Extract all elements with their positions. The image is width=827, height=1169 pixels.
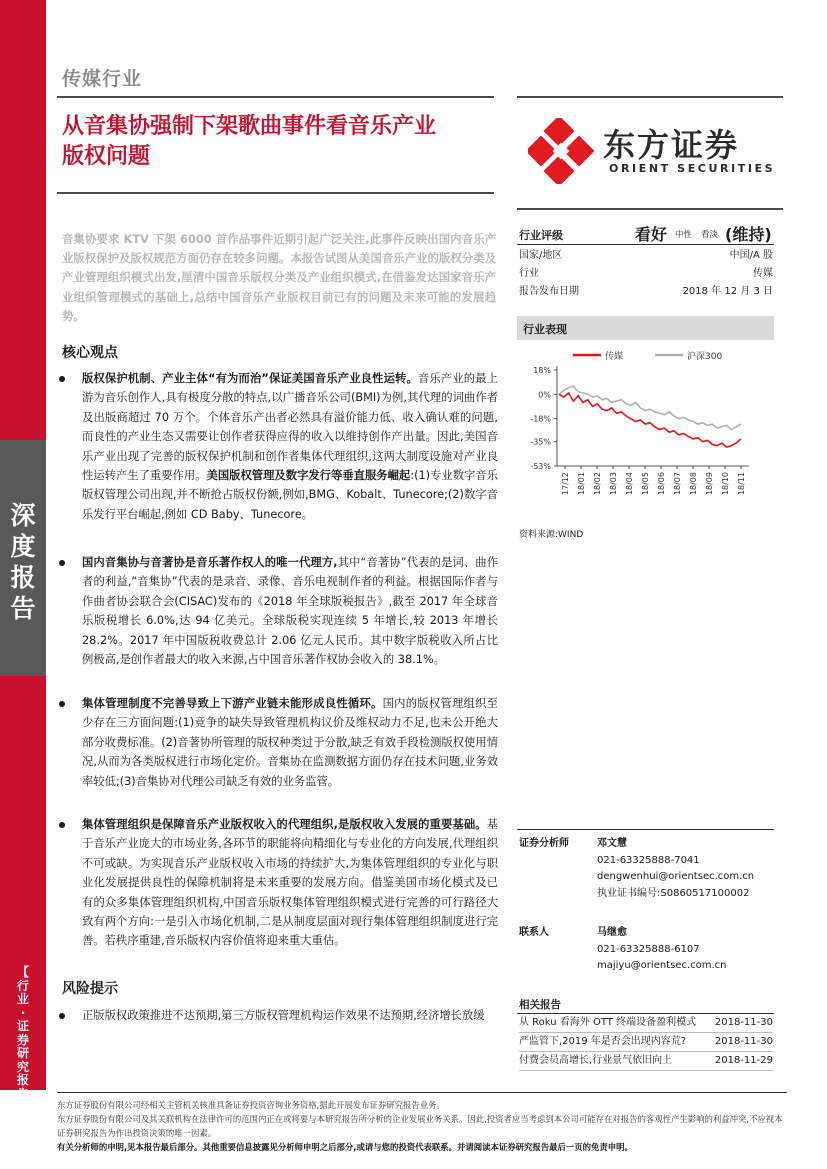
footer: [57, 1098, 787, 1154]
info-row: [519, 265, 773, 282]
info-label: 行业: [519, 268, 539, 279]
x-tick-label: 18/04: [625, 472, 634, 496]
vertical-char: 告: [10, 594, 36, 623]
bullet-icon: [59, 1013, 65, 1019]
info-row: [519, 283, 773, 300]
x-tick-label: 18/09: [705, 472, 714, 496]
info-row: [519, 247, 773, 264]
y-tick-label: -35%: [530, 437, 551, 447]
core-views-heading: 核心观点: [62, 345, 118, 361]
info-value: 2018 年 12 月 3 日: [682, 286, 773, 297]
legend-label: 传媒: [605, 352, 624, 362]
related-report-row[interactable]: [519, 1014, 773, 1033]
vertical-char: 报: [16, 1073, 29, 1087]
footer-line: 有关分析师的申明,见本报告最后部分。其他重要信息披露见分析师申明之后部分,或请与您的投资代表联系。并请阅读本证券研究报告最后一页的免责申明。: [57, 1142, 633, 1152]
y-tick-label: 18%: [533, 366, 551, 375]
core-view-body: 音乐产业的最上游为音乐创作人,具有极度分散的特点,以广播音乐公司(BMI)为例,其代理的词曲作者及出版商超过 70 万个。个体音乐产出者必然具有溢价能力低、收入确认难的问题,而良性的产业生态又需要让创作者获得应得的收入以维持创作产出量。因此,美国音乐产业出现了完善的版权保护机制和创作者集体代理组织,这两大制度设施对产业良性运转产生了重要作用。: [82, 372, 498, 483]
vertical-char: 证: [16, 1019, 29, 1033]
x-tick-label: 18/08: [689, 472, 698, 496]
vertical-char: 券: [16, 1032, 29, 1047]
rating-row: [517, 222, 774, 245]
bullet-icon: [59, 560, 65, 566]
vertical-char: 告: [16, 1086, 29, 1101]
contact-info: [597, 925, 727, 975]
contact-phone: 021-63325888-6107: [597, 943, 700, 955]
y-tick-label: 0%: [538, 390, 551, 400]
risk-text: 正版版权政策推进不达预期,第三方版权管理机构运作效果不达预期,经济增长放缓: [82, 1009, 485, 1022]
risk-heading: 风险提示: [62, 981, 118, 997]
core-view-body: 基于音乐产业庞大的市场业务,各环节的职能将向精细化与专业化的方向发展,代理组织不可或缺。为实现音乐产业版权收入市场的持续扩大,为集体管理组织的专业化与职业化发展提供良性的保障机制将是未来重要的发展方向。借鉴美国市场化模式及已有的众多集体管理组织机构,中国音乐版权集体管理组织模式进行完善的可行路径大致有两个方向:一是引入市场化机制,二是从制度层面对现行集体管理组织制度进行完善。若秩序重建,音乐版权内容价值将迎来重大重估。: [82, 818, 498, 948]
rating-label: 行业评级: [519, 229, 563, 242]
company-name-cn: 东方证券: [603, 126, 740, 164]
info-value: 中国/A 股: [729, 250, 773, 261]
x-tick-label: 18/02: [593, 472, 602, 496]
analyst-info: [597, 836, 754, 902]
core-view-lead: 版权保护机制、产业主体“有为而治”保证美国音乐产业良性运转。: [82, 372, 418, 385]
series-line-media: [559, 393, 741, 447]
report-title-line2: 版权问题: [62, 144, 151, 169]
x-tick-label: 18/06: [657, 472, 666, 496]
core-view-lead: 集体管理制度不完善导致上下游产业链未能形成良性循环。: [82, 697, 383, 710]
related-report-title[interactable]: 付费会员高增长,行业景气依旧向上: [519, 1055, 673, 1066]
vertical-char: 研: [16, 1046, 29, 1060]
core-view-item: [62, 815, 498, 951]
vertical-char: ·: [20, 1005, 26, 1020]
bullet-icon: [59, 376, 65, 382]
y-tick-label: -53%: [530, 462, 551, 471]
x-tick-label: 17/12: [561, 472, 570, 496]
vertical-char: 深: [10, 501, 36, 530]
analyst-divider: [517, 829, 774, 830]
rating-option-neutral: 中性: [675, 230, 693, 240]
core-view-lead: 美国版权管理及数字发行等垂直服务崛起: [206, 469, 411, 483]
x-tick-label: 18/07: [673, 472, 682, 496]
company-logo-icon: [528, 118, 594, 184]
contact-label: 联系人: [519, 927, 549, 938]
related-report-row[interactable]: [519, 1033, 773, 1052]
industry-performance-chart: [517, 344, 777, 520]
company-name-en: ORIENT SECURITIES: [609, 162, 776, 175]
vertical-char: 究: [16, 1059, 29, 1074]
series-label: [0, 966, 46, 1115]
related-report-row[interactable]: [519, 1052, 773, 1071]
info-value: 传媒: [753, 268, 773, 279]
core-view-item: [62, 369, 498, 524]
vertical-char: 行: [16, 978, 29, 993]
logo-divider: [517, 208, 783, 210]
x-tick-label: 18/01: [577, 472, 586, 496]
vertical-char: 】: [16, 1100, 29, 1114]
x-tick-label: 18/11: [737, 472, 746, 496]
industry-name: 传媒行业: [62, 68, 143, 90]
analyst-cert: 执业证书编号:S0860517100002: [597, 887, 750, 899]
core-view-item: [62, 694, 498, 791]
y-tick-label: -18%: [530, 414, 551, 424]
contact-email[interactable]: majiyu@orientsec.com.cn: [597, 960, 727, 971]
chart-source: 资料来源:WIND: [519, 530, 584, 540]
vertical-char: 度: [10, 532, 36, 561]
vertical-char: 业: [16, 992, 29, 1006]
footer-divider: [57, 1092, 787, 1093]
core-view-lead: 集体管理组织是保障音乐产业版权收入的代理组织,是版权收入发展的重要基础。: [82, 818, 487, 831]
legend-label: 沪深300: [687, 352, 723, 362]
related-heading: 相关报告: [519, 999, 561, 1011]
report-type-label: [0, 500, 46, 624]
title-divider: [57, 192, 494, 194]
x-tick-label: 18/05: [641, 472, 650, 496]
rating-status: (维持): [725, 225, 772, 244]
footer-line: 东方证券股份有限公司经相关主管机关核准具备证券投资咨询业务资格,据此开展发布证券研究报告业务。: [57, 1100, 445, 1110]
core-view-item: [62, 553, 498, 669]
header-divider: [57, 96, 494, 98]
related-report-date: 2018-11-30: [714, 1017, 773, 1028]
abstract-text: 音集协要求 KTV 下架 6000 首作品事件近期引起广泛关注,此事件反映出国内音乐产业版权保护及版权规范方面仍存在较多问题。本报告试图从美国音乐产业的版权分类及产业管理组织模式出发,厘清中国音乐版权分类及产业组织模式,在借鉴发达国家音乐产业组织管理模式的基础上,总结中国音乐产业版权目前已有的问题及未来可能的发展趋势。: [62, 233, 496, 323]
report-title: [62, 112, 492, 172]
bullet-icon: [59, 701, 65, 707]
x-tick-label: 18/03: [609, 472, 618, 496]
core-view-body: 国内的版权管理组织至少存在三方面问题:(1)竞争的缺失导致管理机构议价及维权动力不足,也未公开绝大部分收费标准。(2)音著协所管理的版权种类过于分散,缺乏有效手段检测版权使用情况,从而为各类版权进行市场化定价。音集协在监测数据方面仍存在技术问题,业务效率较低;(3)音集协对代理公司缺乏有效的业务监管。: [82, 697, 498, 788]
x-tick-label: 18/10: [721, 472, 730, 496]
vertical-char: 报: [10, 563, 36, 592]
core-view-body: 其中“音著协”代表的是词、曲作者的利益,“音集协”代表的是录音、录像、音乐电视制作者的利益。根据国际作者与作曲者协会联合会(CISAC)发布的《2018 年全球版税报告》,截至 2017 年全球音乐版税增长 6.0%,达 94 亿美元。全球版税实现连续 5 年增长,较 2013 年增长 28.2%。2017 年中国版税收费总计 2.06 亿元人民币。其中数字版税收入所占比例极高,是创作者最大的收入来源,占中国音乐著作权协会收入的 38.1%。: [82, 556, 498, 667]
related-report-title[interactable]: 从 Roku 看海外 OTT 终端设备盈利模式: [519, 1017, 697, 1028]
core-view-body: :(1)专业数字音乐版权管理公司出现,并不断抢占版权份额,例如,BMG、Kobalt、Tunecore;(2)数字音乐发行平台崛起,例如 CD Baby、Tunecore。: [82, 469, 498, 521]
related-report-title[interactable]: 严监管下,2019 年是否会出现内容荒?: [519, 1036, 687, 1047]
analyst-phone: 021-63325888-7041: [597, 854, 700, 866]
rating-option-negative: 看淡: [701, 230, 719, 240]
rating-value: 看好: [635, 225, 668, 244]
analyst-name: 邓文慧: [597, 838, 627, 849]
header-divider-right: [517, 96, 783, 98]
info-label: 报告发布日期: [519, 286, 579, 297]
chart-title-bar: [517, 316, 774, 340]
bullet-icon: [59, 822, 65, 828]
related-report-date: 2018-11-29: [714, 1055, 773, 1066]
vertical-char: 【: [16, 965, 29, 979]
risk-item: [62, 1006, 498, 1025]
analyst-email[interactable]: dengwenhui@orientsec.com.cn: [597, 871, 755, 882]
related-report-date: 2018-11-30: [714, 1036, 773, 1047]
core-view-lead: 国内音集协与音著协是音乐著作权人的唯一代理方,: [82, 556, 338, 569]
analyst-label: 证券分析师: [519, 838, 569, 849]
info-label: 国家/地区: [519, 250, 563, 261]
chart-title: 行业表现: [523, 323, 567, 336]
report-title-line1: 从音集协强制下架歌曲事件看音乐产业: [62, 114, 437, 139]
footer-line: 东方证券股份有限公司及其关联机构在法律许可的范围内正在或将要与本研究报告所分析的企业发展业务关系。因此,投资者应当考虑到本公司可能存在对报告的客观性产生影响的利益冲突,不应视本证券研究报告为作出投资决策的唯一因素。: [57, 1114, 783, 1138]
contact-name: 马继愈: [597, 927, 627, 938]
